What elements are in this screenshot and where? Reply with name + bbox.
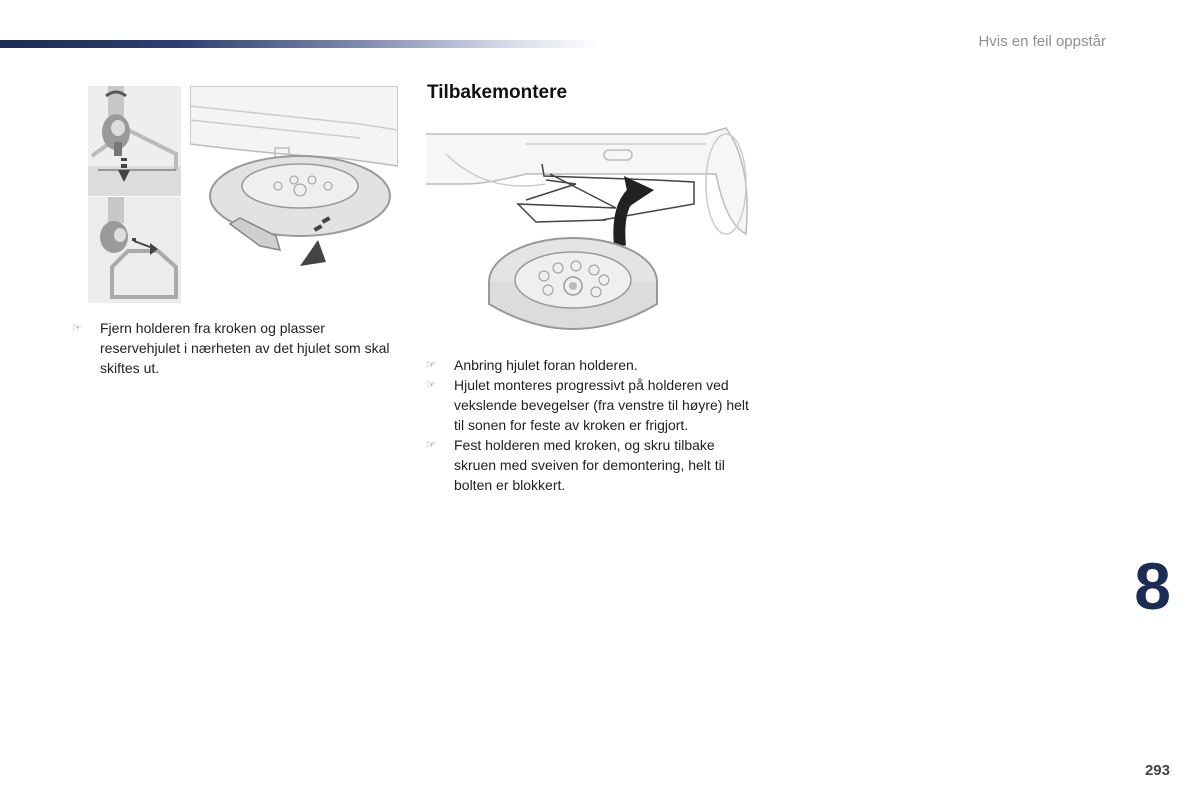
step-text: Fjern holderen fra kroken og plasser reservehjulet i nærheten av det hjulet som skal skiftes ut. [100, 320, 390, 376]
list-item [72, 318, 402, 378]
hook-release-illustration-top [88, 86, 181, 196]
step-text: Hjulet monteres progressivt på holderen ved vekslende bevegelser (fra venstre til høyre) helt til sonen for feste av kroken er frigjort. [454, 377, 749, 433]
chapter-header-title: Hvis en feil oppstår [978, 33, 1106, 50]
list-item [426, 435, 756, 495]
right-step-list [426, 355, 756, 495]
pointing-hand-icon: ☞ [426, 359, 436, 371]
left-step-list [72, 318, 402, 378]
spare-wheel-lowering-illustration [190, 86, 398, 286]
header-accent-bar [0, 40, 600, 48]
step-text: Fest holderen med kroken, og skru tilbake skruen med sveiven for demontering, helt til bolten er blokkert. [454, 437, 725, 493]
step-text: Anbring hjulet foran holderen. [454, 357, 638, 373]
list-item [426, 375, 756, 435]
pointing-hand-icon: ☞ [72, 322, 82, 334]
spare-wheel-refitting-illustration [426, 124, 752, 344]
pointing-hand-icon: ☞ [426, 439, 436, 451]
chapter-number: 8 [1134, 549, 1170, 623]
pointing-hand-icon: ☞ [426, 379, 436, 391]
page-number: 293 [1144, 762, 1170, 779]
list-item [426, 355, 756, 375]
section-title: Tilbakemontere [427, 82, 568, 103]
hook-release-illustration-bottom [88, 197, 181, 303]
